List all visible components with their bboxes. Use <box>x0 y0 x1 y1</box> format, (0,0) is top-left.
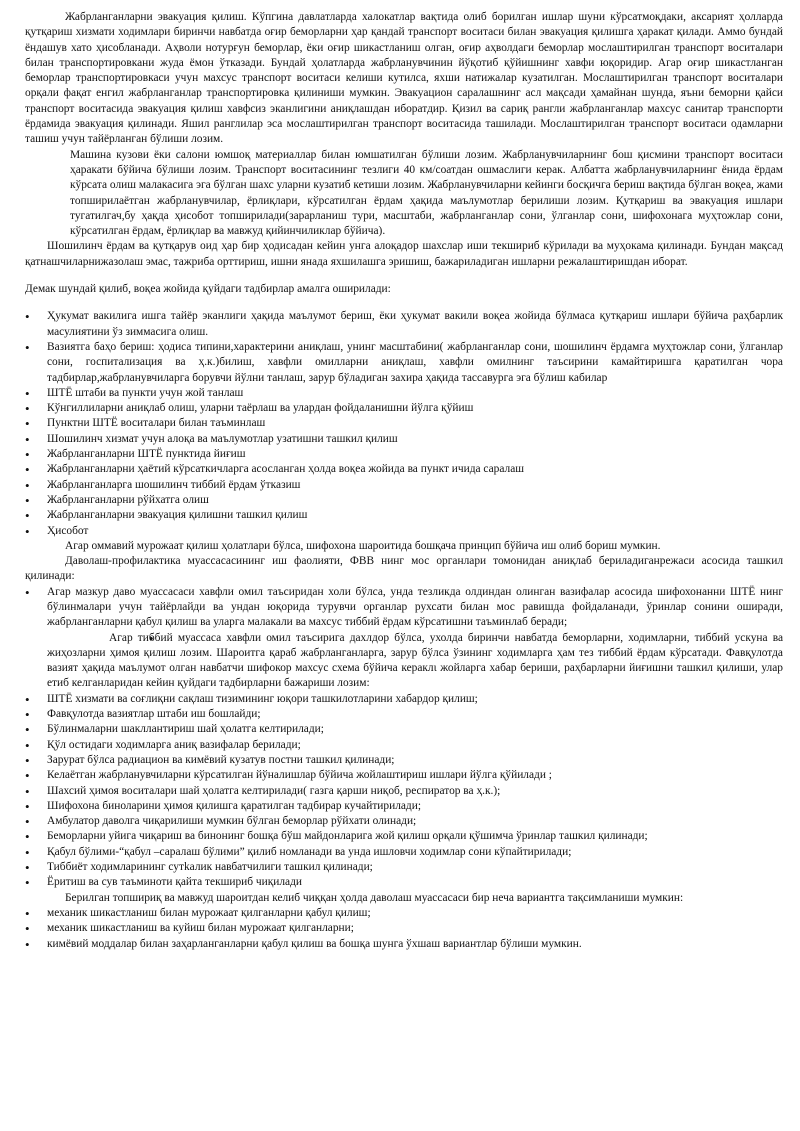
list-item: • ШТЁ штаби ва пункти учун жой танлаш <box>25 386 783 401</box>
list-item: • Ҳукумат вакилига ишга тайёр эканлиги ҳақида маълумот бериш, ёки ҳукумат вакили воқеа жойида бўлмаса қутқариш ишлари бўйича раҳбарлик масулиятини ўз зиммасига олиш. <box>25 309 783 340</box>
hospital-measures-list <box>25 692 783 891</box>
list-item: • Жабрланганларни эвакуация қилишни ташкил қилиш <box>25 508 783 523</box>
list-item: • Фавқулотда вазиятлар штаби иш бошлайди; <box>25 707 783 722</box>
list-item: • Тиббиёт ходимларининг сутkалик навбатчилиги ташкил қилинади; <box>25 860 783 875</box>
list-item: • кимёвий моддалар билан заҳарланганларни қабул қилиш ва бошқа шунга ўхшаш вариантлар бўлиши мумкин. <box>25 937 783 952</box>
list-item: • механик шикастланиш ва куйиш билан мурожаат қилганларни; <box>25 921 783 936</box>
paragraph-institution: Даволаш-профилактика муассасасининг иш фаолияти, ФВВ нинг мос органлари томонидан аниқлаб бериладиганрежаси асосида ташкил қилинади: <box>25 555 783 583</box>
list-item: • Шошилинч хизмат учун алоқа ва маълумотлар узатишни ташкил қилиш <box>25 432 783 447</box>
paragraph-mass-appeal: Агар оммавий мурожаат қилиш ҳолатлари бўлса, шифохона шароитида бошқача принцип бўйича иш олиб бориш мумкин. <box>65 539 661 552</box>
list-item: • Келаётган жабрланувчиларни кўрсатилган йўналишлар бўйича жойлаштириш ишлари йўлга қўйилади ; <box>25 768 783 783</box>
paragraph-variants: Берилган топшириқ ва мавжуд шароитдан келиб чиққан ҳолда даволаш муассасаси бир неча вариантга тақсимланиши мумкин: <box>65 891 684 904</box>
measures-list <box>25 309 783 538</box>
list-item: • Жабрланганларга шошилинч тиббий ёрдам ўтказиш <box>25 478 783 493</box>
list-item: • Амбулатор даволга чиқарилиши мумкин бўлган беморлар рўйхати олинади; <box>25 814 783 829</box>
list-item: • Қўл остидаги ходимларга аниқ вазифалар берилади; <box>25 738 783 753</box>
paragraph-review: Шошилинч ёрдам ва қутқарув оид ҳар бир ҳодисадан кейин унга алоқадор шахслар иши текшириб кўрилади ва муҳокама қилинади. Бундан мақсад қатнашчиларнижазолаш эмас, тажриба орттириш, ишни янада яхшилашга эришиш, бажариладиган ишларни режалаштиришдан иборат. <box>25 240 783 268</box>
list-item: • Зарурат бўлса радиацион ва кимёвий кузатув постни ташкил қилинади; <box>25 753 783 768</box>
list-item: • Агар мазкур даво муассасаси хавфли омил таъсиридан холи бўлса, унда тезликда олдиндан олинган вазифалар асосида шифохонанни ШТЁ нинг бўлинмалари учун тайёрлайди ва ундан юқорида турувчи органлар рухсати билан мос равишда фойдаланади, ўринлар сонини оширади, жабрланганларни қабул қилиш ва уларга малакали ва махсус тиббий ёрдам кўрсатишни таъминлаб беради; <box>25 585 783 631</box>
list-item: • Қабул бўлими-“қабул –саралаш бўлими” қилиб номланади ва унда ишловчи ходимлар сони кўпайтирилади; <box>25 845 783 860</box>
list-item: • Шифохона биноларини ҳимоя қилишга қаратилган тадбирар кучайтирилади; <box>25 799 783 814</box>
list-item: • Беморларни уйига чиқариш ва бинонинг бошқа бўш майдонларига жой қилиш орқали қўшимча ўринлар ташкил қилинади; <box>25 829 783 844</box>
list-item: • Ёритиш ва сув таъминоти қайта текшириб чиқилади <box>25 875 783 890</box>
list-item: • Жабрланганларни рўйхатга олиш <box>25 493 783 508</box>
list-item: • механик шикастланиш билан мурожаат қилганларни қабул қилиш; <box>25 906 783 921</box>
list-item: • Шахсий ҳимоя воситалари шай ҳолатга келтирилади( газга қарши ниқоб, респиратор ва ҳ.к.); <box>25 784 783 799</box>
list-item: • Жабрланганларни ШТЁ пунктида йиғиш <box>25 447 783 462</box>
list-item: • Жабрланганларни ҳаётий кўрсаткичларга асосланган ҳолда воқеа жойида ва пункт ичида саралаш <box>25 462 783 477</box>
list-item: • Бўлинмаларни шакллантириш шай ҳолатга келтирилади; <box>25 722 783 737</box>
paragraph-evacuation: Жабрланганларни эвакуация қилиш. Кўпгина давлатларда халокатлар вақтида олиб борилган ишлар шуни кўрсатмоқдаки, аксарият ҳолларда қутқариш хизмати ходимлари биринчи навбатда оғир беморларни ҳар қандай транспорт воситаси билан эвакуация қилишга ҳаракат қилади. Аммо бундай ёндашув хато ҳисобланади. Аҳволи нотурғун беморлар, ёки оғир шикастланиш олган, оғир аҳволдаги беморлар мослаштирилган транспорт воситалари билан транспортировкани жуда ёмон ўтказади. Бундай ҳолатларда жабрланувчинин йўқотиб қўйишнинг хавфи юқоридир. Агар оғир шикастланган беморлар транспортировкаси учун махсус транспорт воситаси келиши кутилса, яхши натижалар кузатилган. Мослаштирилган транспорт воситалари орқали фақат енгил жабрланганлар транспортировка қилиниши мумкин. Эвакуацион саралашнинг асл мақсади ҳамайнан шунда, яъни беморни қайси транспорт воситасида эвакуация қилиш хавфсиз эканлигини аниқлашдан иборатдир. Қизил ва сариқ рангли жабрланганлар махсус санитар транспорти ёрдамида эвакуация қилинади. Яшил ранглилар эса мослаштирилган транспорт воситасида ташилади. Мослаштирилган транспорт воситаси одамларни ташиш учун тайёрланган бўлиши лозим. <box>25 11 783 146</box>
document-page <box>25 10 783 952</box>
list-item: • Ҳисобот <box>25 524 783 539</box>
paragraph-vehicle: Машина кузови ёки салони юмшоқ материаллар билан юмшатилган бўлиши лозим. Жабрланувчиларнинг бош қисмини транспорт воситаси ҳаракати бўйича бўлиши лозим. Транспорт воситасининг тезлиги 40 км/соатдан ошмаслиги керак. Албатта жабрланувчиларнинг ёнида ёрдам кўрсата олиш малакасига эга бўлган шахс уларни кузатиб кетиши лозим. Жабрланувчиларни кейинги босқичга бериш вақтида бўлган воқеа, жами топширилаётган жабрланувчилар, ёрлиқлари, кўрсатилган ёрдам ҳақида маълумотлар берилиши лозим. Қутқариш ва эвакуация ишлари тугатилгач,бу ҳақда ҳисобот топширилади(зарарланиш тури, масштаби, жабрланганлар сони, ўлганлар сони, шифохонага муҳтожлар сони, кўрсатилган ёрдам, ёрлиқлар ва мавжуд қийинчиликлар бўйича). <box>70 148 783 238</box>
list-item: • ШТЁ хизмати ва соғлиқни сақлаш тизимининг юқори ташкилотларини хабардор қилиш; <box>25 692 783 707</box>
list-item: • Кўнгиллиларни аниқлаб олиш, уларни таёрлаш ва улардан фойдаланишни йўлга қўйиш <box>25 401 783 416</box>
variants-list <box>25 906 783 952</box>
paragraph-intro: Демак шундай қилиб, воқеа жойида қуйдаги тадбирлар амалга оширилади: <box>25 283 391 296</box>
list-item-sub: • Агар тиббий муассаса хавфли омил таъсирига дахлдор бўлса, ухолда биринчи навбатда беморларни, ходимларни, тиббий ускуна ва жиҳозларни ҳимоя қилиш лозим. Шароитга қараб жабрланганларга, зарур бўлса ўзининг ходимларга ҳам тез тиббий ёрдам кўрсатади. Фавқулотда вазият ҳақида маълумот олган навбатчи шифокор махсус схема бўйича кераклι жойларга хабар бериши, раҳбарларни йиғишни ташкил қилиши, улар етиб келганларидан кейин қуйдаги тадбирларни бажариши лозим: <box>25 631 783 692</box>
list-item: • Вазиятга баҳо бериш: ҳодиса типини,характерини аниқлаш, унинг масштабини( жабрланганлар сони, шошилинч ёрдамга муҳтожлар сони, ўлганлар сони, госпитализация ва ҳ.к.)билиш, хавфли омилларни аниқлаш, хавфли омилнинг таъсирини камайтиришга қаратилган чора тадбирлар,жабрланувчиларга борувчи йўлни танлаш, зарур бўладиган захира ҳақида тассавурга эга бўлиш кабилар <box>25 340 783 386</box>
institution-list <box>25 585 783 692</box>
list-item: • Пунктни ШТЁ воситалари билан таъминлаш <box>25 416 783 431</box>
